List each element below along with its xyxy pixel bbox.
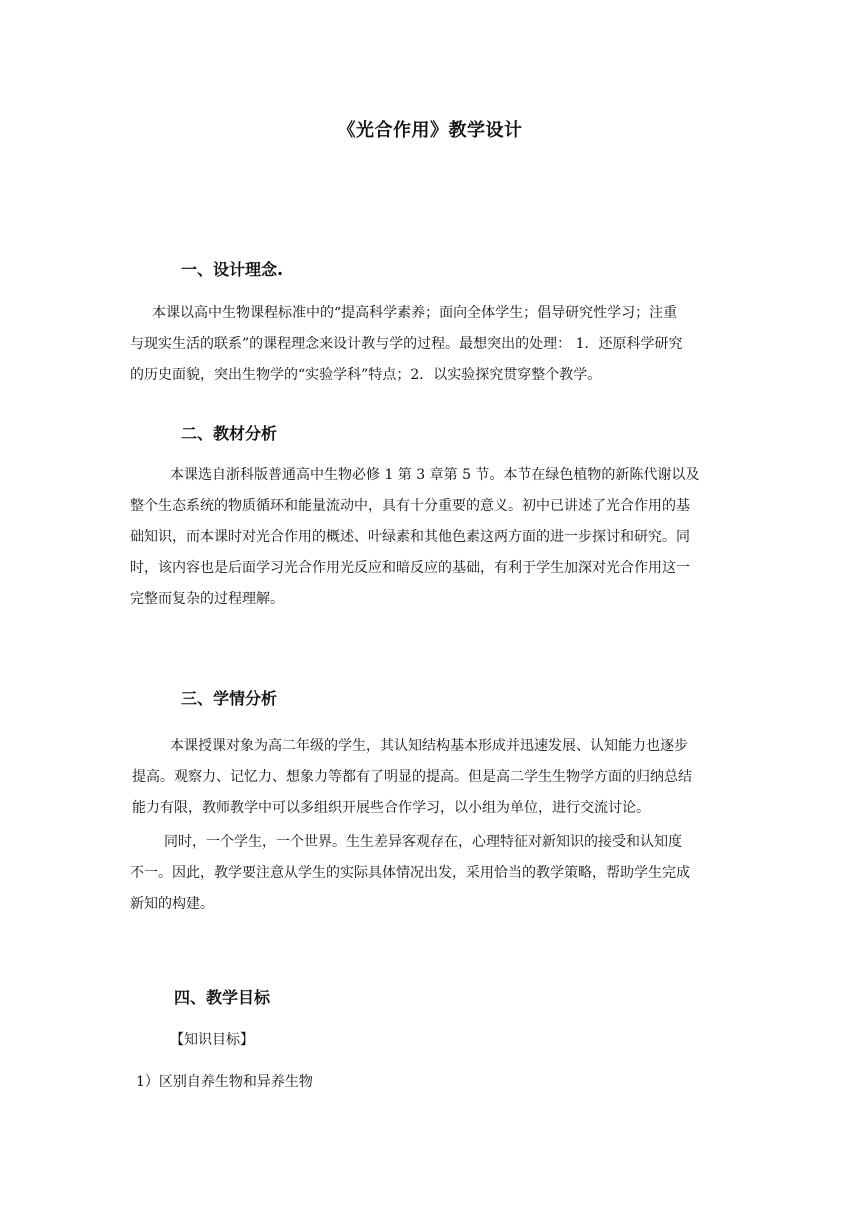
text-line: 与现实生活的联系”的课程理念来设计教与学的过程。最想突出的处理： 1．还原科学研究 bbox=[130, 336, 683, 352]
list-item: 1）区别自养生物和异养生物 bbox=[136, 1074, 313, 1090]
text-line: 整个生态系统的物质循环和能量流动中，具有十分重要的意义。初中已讲述了光合作用的基 bbox=[130, 498, 690, 514]
text-line: 能力有限，教师教学中可以多组织开展些合作学习，以小组为单位，进行交流讨论。 bbox=[132, 800, 650, 816]
paragraph-textbook-analysis bbox=[130, 460, 730, 615]
document-title: 《光合作用》教学设计 bbox=[337, 120, 523, 141]
text-line: 础知识，而本课时对光合作用的概述、叶绿素和其他色素这两方面的进一步探讨和研究。同 bbox=[130, 529, 690, 545]
text-line: 本课以高中生物课程标准中的“提高科学素养；面向全体学生；倡导研究性学习；注重 bbox=[152, 305, 678, 321]
paragraph-student-analysis-2 bbox=[130, 827, 730, 920]
text-line: 提高。观察力、记忆力、想象力等都有了明显的提高。但是高二学生生物学方面的归纳总结 bbox=[132, 769, 692, 785]
subheading-knowledge-objectives: 【知识目标】 bbox=[170, 1032, 254, 1048]
section-heading-teaching-objectives: 四、教学目标 bbox=[174, 988, 271, 1007]
text-line: 新知的构建。 bbox=[130, 896, 214, 912]
text-line: 本课选自浙科版普通高中生物必修 1 第 3 章第 5 节。本节在绿色植物的新陈代谢以及 bbox=[170, 467, 700, 483]
section-heading-student-analysis: 三、学情分析 bbox=[181, 689, 278, 708]
section-heading-design-concept: 一、设计理念. bbox=[181, 260, 284, 279]
paragraph-design-concept bbox=[130, 298, 730, 391]
text-line: 时，该内容也是后面学习光合作用光反应和暗反应的基础，有利于学生加深对光合作用这一 bbox=[130, 560, 690, 576]
text-line: 本课授课对象为高二年级的学生，其认知结构基本形成并迅速发展、认知能力也逐步 bbox=[170, 738, 688, 754]
text-line: 同时，一个学生，一个世界。生生差异客观存在，心理特征对新知识的接受和认知度 bbox=[164, 834, 682, 850]
paragraph-student-analysis-1 bbox=[132, 731, 732, 824]
text-line: 的历史面貌，突出生物学的“实验学科”特点；2．以实验探究贯穿整个教学。 bbox=[130, 367, 602, 383]
text-line: 完整而复杂的过程理解。 bbox=[130, 591, 284, 607]
text-line: 不一。因此，教学要注意从学生的实际具体情况出发，采用恰当的教学策略，帮助学生完成 bbox=[130, 865, 690, 881]
section-heading-textbook-analysis: 二、教材分析 bbox=[181, 424, 278, 443]
